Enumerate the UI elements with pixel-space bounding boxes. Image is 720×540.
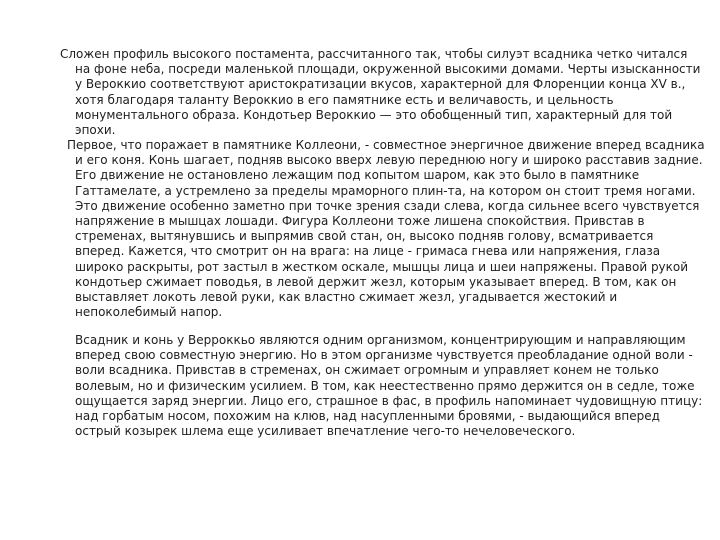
paragraph-1-content: Сложен профиль высокого постамента, рассчитанного так, чтобы силуэт всадника четко читался на фоне неба, посреди маленькой площади, окруженной высокими домами. Черты изысканности у Вероккио соответствуют аристократизации вкусов, характерной для Флоренции конца XV в., хотя благодаря таланту Вероккио в его памятнике есть и величавость, и цельность монументального образа. Кондотьер Вероккио — это обобщенный тип, характерный для той эпохи. [60, 47, 701, 138]
paragraph-3-content: Всадник и конь у Верроккьо являются одним организмом, концентрирующим и направляющим вперед свою совместную энергию. Но в этом организме чувствуется преобладание одной воли - воли всадника. Привстав в стременах, он сжимает огромным и управляет конем не только волевым, но и физическим усилием. В том, как неестественно прямо держится он в седле, тоже ощущается заряд энергии. Лицо его, страшное в фас, в профиль напоминает чудовищную птицу: над горбатым носом, похожим на клюв, над насупленными бровями, - выдающийся вперед острый козырек шлема еще усиливает впечатление чего-то нечеловеческого. [75, 333, 703, 439]
paragraph-1-text [60, 47, 705, 138]
paragraph-2 [60, 138, 705, 320]
paragraph-3 [60, 333, 705, 439]
paragraph-2-content: Первое, что поражает в памятнике Коллеони, - совместное энергичное движение вперед всадника и его коня. Конь шагает, подняв высоко вверх левую переднюю ногу и широко расставив задние. Его движение не остановлено лежащим под копытом шаром, как это было в памятнике Гаттамелате, а устремлено за пределы мраморного плин-та, на котором он стоит тремя ногами. Это движение особенно заметно при точке зрения сзади слева, когда сильнее всего чувствуется напряжение в мышцах лошади. Фигура Коллеони тоже лишена спокойствия. Привстав в стременах, вытянувшись и выпрямив свой стан, он, высоко подняв голову, всматривается вперед. Кажется, что смотрит он на врага: на лице - гримаса гнева или напряжения, глаза широко раскрыты, рот застыл в жестком оскале, мышцы лица и шеи напряжены. Правой рукой кондотьер сжимает поводья, в левой держит жезл, которым указывает вперед. В том, как он выставляет локоть левой руки, как властно сжимает жезл, угадывается жестокий и непоколебимый напор. [67, 138, 705, 320]
paragraph-1 [60, 47, 705, 138]
paragraph-2-text [67, 138, 705, 320]
paragraph-3-text [75, 333, 705, 439]
